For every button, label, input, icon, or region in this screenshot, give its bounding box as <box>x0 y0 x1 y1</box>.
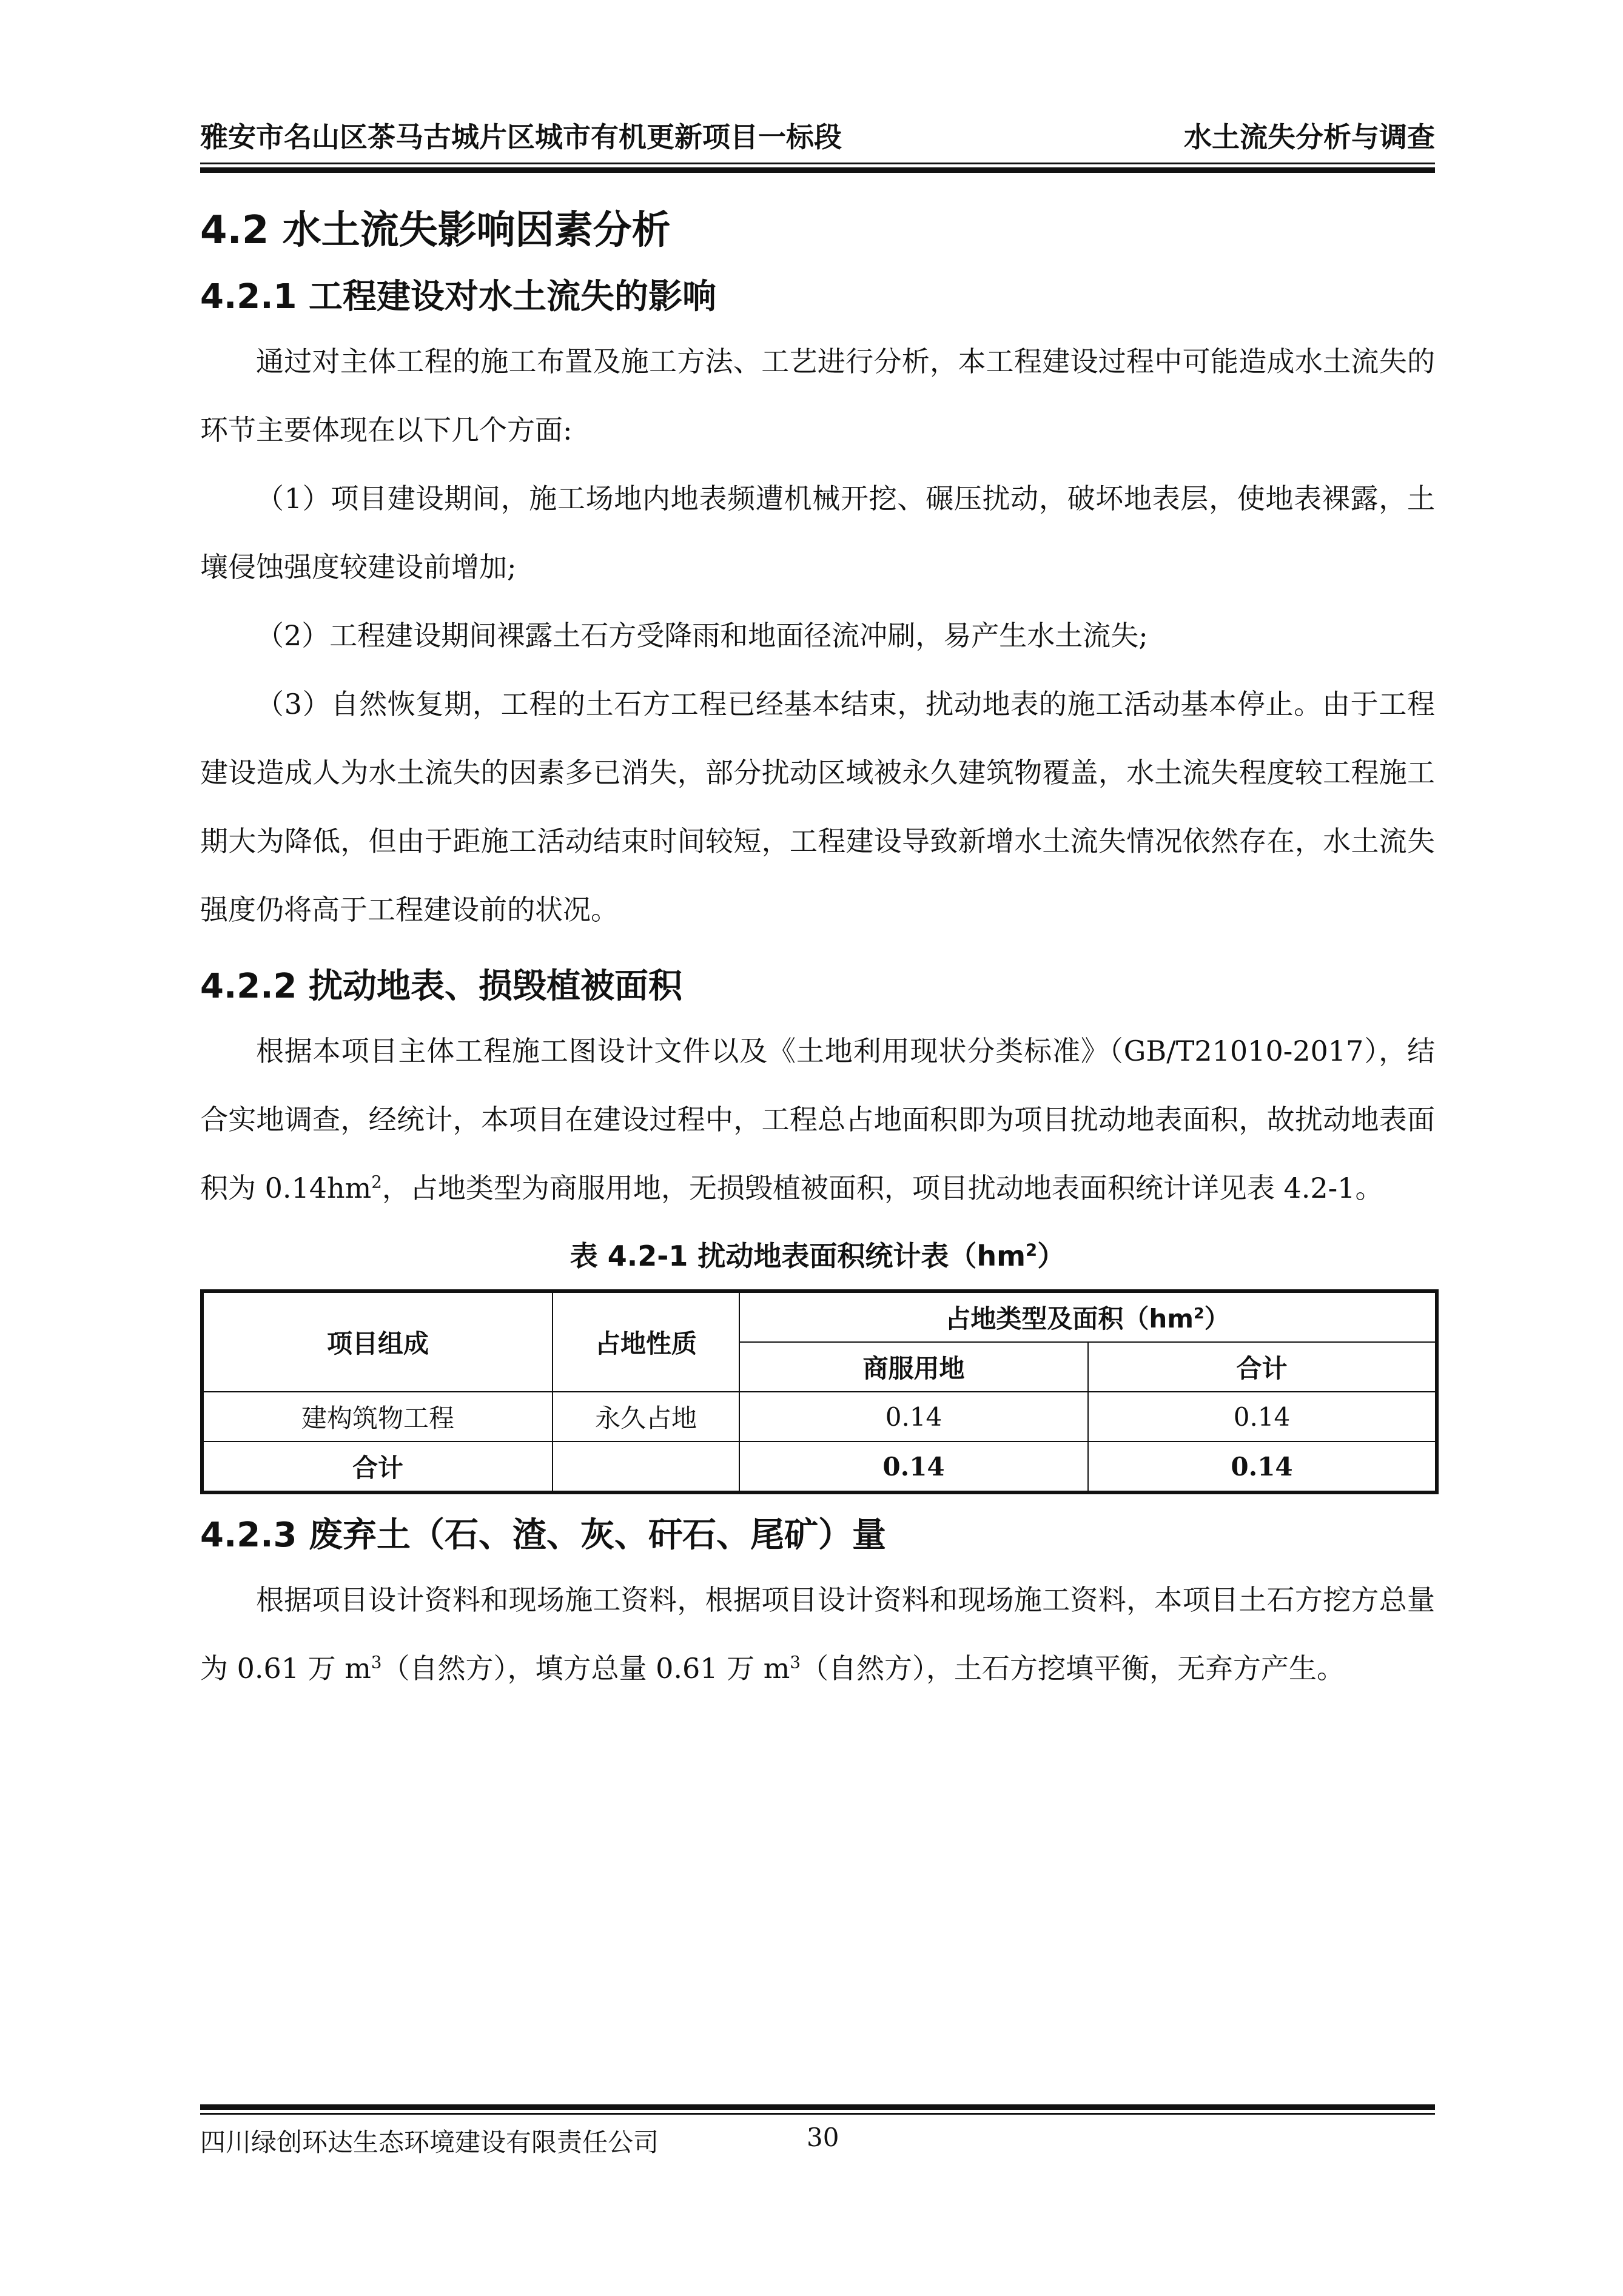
cell-total-label: 合计 <box>202 1442 553 1492</box>
subsection-title-422: 4.2.2 扰动地表、损毁植被面积 <box>200 967 682 1006</box>
paragraph-422 <box>200 1017 1435 1223</box>
footer-rule-thick <box>200 2104 1435 2110</box>
header-rule-thick <box>200 167 1435 173</box>
header-rule <box>200 163 1435 164</box>
paragraph-423-text-a: 根据项目设计资料和现场施工资料，根据项目设计资料和现场施工资料，本项目土石方挖方总量为 0.61 万 m <box>200 1583 1435 1685</box>
cell-total-commercial: 0.14 <box>739 1442 1088 1492</box>
paragraph-422-text-b: ，占地类型为商服用地，无损毁植被面积，项目扰动地表面积统计详见表 4.2-1。 <box>381 1172 1383 1204</box>
superscript-2: 2 <box>371 1172 382 1192</box>
header-subtotal: 合计 <box>1088 1342 1437 1392</box>
page-number: 30 <box>807 2123 839 2152</box>
table-header-row <box>202 1291 1437 1342</box>
header-land-nature: 占地性质 <box>553 1291 739 1392</box>
caption-superscript: 2 <box>1026 1240 1038 1260</box>
table-row <box>202 1392 1437 1442</box>
cell-total-nature <box>553 1442 739 1492</box>
cell-component: 建构筑物工程 <box>202 1392 553 1442</box>
paragraph-423-text-b: （自然方），填方总量 0.61 万 m <box>381 1652 790 1685</box>
paragraph-422-text-a: 根据本项目主体工程施工图设计文件以及《土地利用现状分类标准》（GB/T21010-2017），结合实地调查，经统计，本项目在建设过程中，工程总占地面积即为项目扰动地表面积，故扰动地表面积为 0.14hm <box>200 1035 1435 1204</box>
header-group-text-b: ） <box>1204 1304 1230 1334</box>
header-commercial-land: 商服用地 <box>739 1342 1088 1392</box>
header-land-type-group <box>739 1291 1437 1342</box>
subsection-title-421: 4.2.1 工程建设对水土流失的影响 <box>200 277 716 317</box>
section-title: 4.2 水土流失影响因素分析 <box>200 208 671 253</box>
header-group-text-a: 占地类型及面积（hm <box>945 1304 1194 1334</box>
table-caption <box>200 1223 1435 1289</box>
paragraph-421-item1: （1）项目建设期间，施工场地内地表频遭机械开挖、碾压扰动，破坏地表层，使地表裸露，土壤侵蚀强度较建设前增加; <box>200 482 1435 583</box>
page-header <box>200 113 1435 155</box>
subsection-title-423: 4.2.3 废弃土（石、渣、灰、矸石、尾矿）量 <box>200 1516 886 1555</box>
paragraph-421-item3: （3）自然恢复期，工程的土石方工程已经基本结束，扰动地表的施工活动基本停止。由于工程建设造成人为水土流失的因素多已消失，部分扰动区域被永久建筑物覆盖，水土流失程度较工程施工期大为降低，但由于距施工活动结束时间较短，工程建设导致新增水土流失情况依然存在，水土流失强度仍将高于工程建设前的状况。 <box>200 688 1435 926</box>
caption-text-a: 表 4.2-1 扰动地表面积统计表（hm <box>570 1240 1026 1272</box>
paragraph-421-intro: 通过对主体工程的施工布置及施工方法、工艺进行分析，本工程建设过程中可能造成水土流失的环节主要体现在以下几个方面: <box>200 345 1435 446</box>
header-component: 项目组成 <box>202 1291 553 1392</box>
page-footer <box>200 2123 1435 2159</box>
header-group-superscript: 2 <box>1194 1304 1205 1322</box>
paragraph-423 <box>200 1566 1435 1703</box>
paragraph-421-item2: （2）工程建设期间裸露土石方受降雨和地面径流冲刷，易产生水土流失; <box>256 619 1148 652</box>
superscript-3-b: 3 <box>790 1652 801 1673</box>
table-total-row <box>202 1442 1437 1492</box>
header-chapter-title: 水土流失分析与调查 <box>1184 121 1435 153</box>
footer-rule <box>200 2113 1435 2115</box>
cell-total: 0.14 <box>1088 1392 1437 1442</box>
paragraph-423-text-c: （自然方），土石方挖填平衡，无弃方产生。 <box>800 1652 1345 1685</box>
cell-commercial: 0.14 <box>739 1392 1088 1442</box>
disturbed-area-table <box>200 1289 1439 1494</box>
superscript-3-a: 3 <box>371 1652 382 1673</box>
cell-total-sum: 0.14 <box>1088 1442 1437 1492</box>
page-content <box>200 194 1435 1703</box>
footer-company: 四川绿创环达生态环境建设有限责任公司 <box>200 2127 659 2157</box>
cell-land-nature: 永久占地 <box>553 1392 739 1442</box>
header-project-title: 雅安市名山区茶马古城片区城市有机更新项目一标段 <box>200 121 842 153</box>
caption-text-b: ） <box>1037 1240 1066 1272</box>
